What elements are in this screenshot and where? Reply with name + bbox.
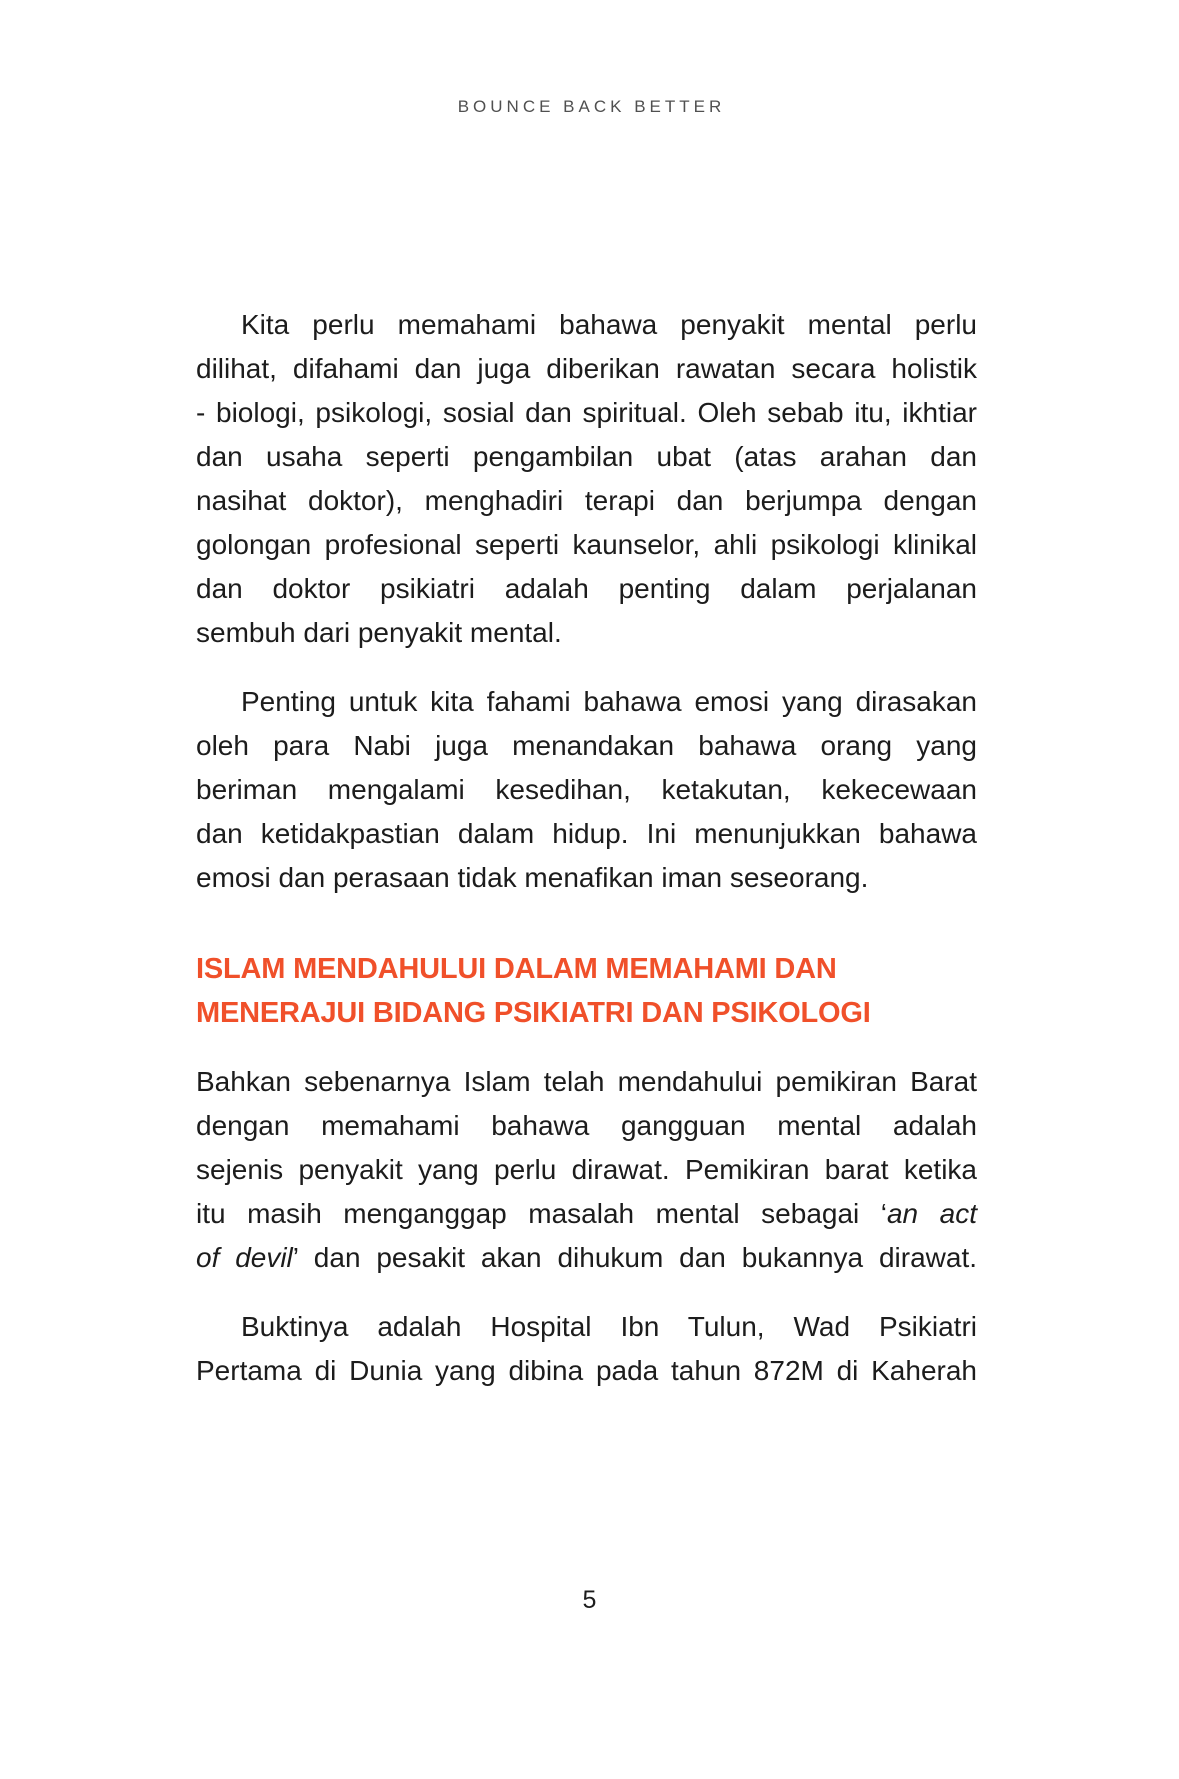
text-line: nasihat doktor), menghadiri terapi dan berjumpa dengan xyxy=(196,485,977,516)
text-line: beriman mengalami kesedihan, ketakutan, kekecewaan xyxy=(196,774,977,805)
running-header: BOUNCE BACK BETTER xyxy=(457,97,726,116)
text-line: dengan memahami bahawa gangguan mental adalah xyxy=(196,1110,977,1141)
text-line: oleh para Nabi juga menandakan bahawa orang yang xyxy=(196,730,977,761)
text-line: Penting untuk kita fahami bahawa emosi yang dirasakan xyxy=(241,686,977,717)
text-line: sejenis penyakit yang perlu dirawat. Pemikiran barat ketika xyxy=(196,1154,977,1185)
italic-phrase: of devil xyxy=(196,1242,293,1273)
text-line: emosi dan perasaan tidak menafikan iman seseorang. xyxy=(196,862,869,893)
text-line: dan ketidakpastian dalam hidup. Ini menunjukkan bahawa xyxy=(196,818,977,849)
text-line: sembuh dari penyakit mental. xyxy=(196,617,562,648)
text-segment: ’ dan pesakit akan dihukum dan bukannya dirawat. xyxy=(292,1242,978,1273)
paragraph xyxy=(196,303,977,655)
text-line: - biologi, psikologi, sosial dan spiritual. Oleh sebab itu, ikhtiar xyxy=(196,397,977,428)
italic-phrase: an act xyxy=(886,1198,977,1229)
text-line: golongan profesional seperti kaunselor, ahli psikologi klinikal xyxy=(196,529,977,560)
section-heading xyxy=(196,947,977,1035)
text-segment: itu masih menganggap masalah mental sebagai ‘ xyxy=(196,1198,887,1229)
page-number: 5 xyxy=(582,1586,597,1614)
heading-line: ISLAM MENDAHULUI DALAM MEMAHAMI DAN xyxy=(196,953,837,985)
heading-line: MENERAJUI BIDANG PSIKIATRI DAN PSIKOLOGI xyxy=(196,997,871,1029)
paragraph xyxy=(196,1305,977,1393)
text-line: dilihat, difahami dan juga diberikan rawatan secara holistik xyxy=(196,353,977,384)
text-line: Kita perlu memahami bahawa penyakit mental perlu xyxy=(241,309,977,340)
text-line xyxy=(196,1192,977,1236)
text-line: Buktinya adalah Hospital Ibn Tulun, Wad Psikiatri xyxy=(241,1311,977,1342)
text-line: Bahkan sebenarnya Islam telah mendahului pemikiran Barat xyxy=(196,1066,977,1097)
page-content xyxy=(196,303,977,1418)
text-line: dan doktor psikiatri adalah penting dalam perjalanan xyxy=(196,573,977,604)
paragraph xyxy=(196,1060,977,1280)
paragraph xyxy=(196,680,977,900)
text-line xyxy=(196,1236,977,1280)
text-line: Pertama di Dunia yang dibina pada tahun 872M di Kaherah xyxy=(196,1355,977,1386)
text-line: dan usaha seperti pengambilan ubat (atas arahan dan xyxy=(196,441,977,472)
